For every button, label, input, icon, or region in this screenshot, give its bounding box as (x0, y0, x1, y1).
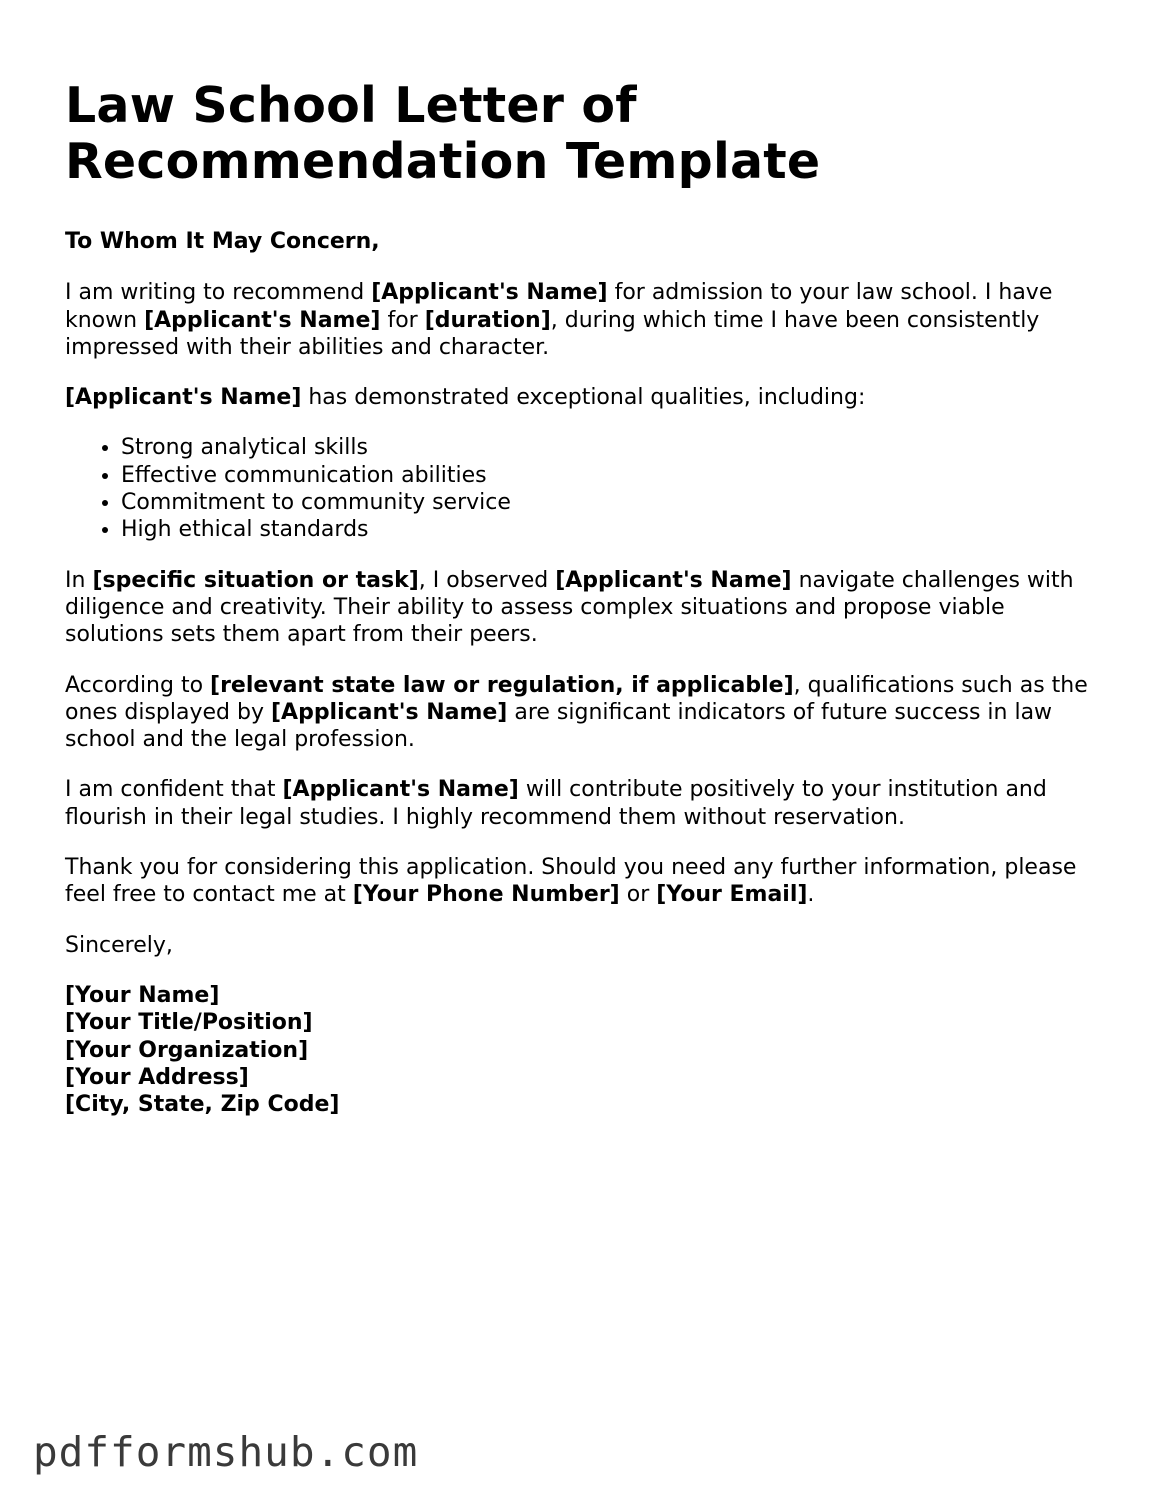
placeholder-city-state-zip: [City, State, Zip Code] (65, 1092, 340, 1118)
watermark: pdfformshub.com (33, 1428, 419, 1476)
placeholder-applicant-name: [Applicant's Name] (371, 280, 608, 306)
placeholder-applicant-name: [Applicant's Name] (144, 307, 381, 333)
placeholder-duration: [duration] (424, 307, 551, 333)
placeholder-email: [Your Email] (656, 882, 808, 908)
placeholder-state-law: [relevant state law or regulation, if applicable] (210, 672, 794, 698)
salutation (65, 228, 1105, 255)
letter-document (65, 78, 1105, 1118)
paragraph-introduction: I am writing to recommend [Applicant's Name] for admission to your law school. I have known [Applicant's Name] for [duration], during which time I have been consistently impressed with their abilities and character. (65, 280, 1053, 360)
paragraph-qualities-intro: [Applicant's Name] has demonstrated exceptional qualities, including: (65, 385, 866, 411)
paragraph-legal-reference: According to [relevant state law or regulation, if applicable], qualifications such as the ones displayed by [Applicant's Name] are significant indicators of future success in law school and the legal profession. (65, 672, 1088, 753)
closing: Sincerely, (65, 932, 173, 958)
paragraph-observation: In [specific situation or task], I observed [Applicant's Name] navigate challenges with diligence and creativity. Their ability to assess complex situations and propose viable solutions sets them apart from their peers. (65, 567, 1074, 648)
list-item: • High ethical standards (121, 516, 1105, 543)
signature-block (65, 982, 1105, 1118)
qualities-list (65, 434, 1105, 543)
paragraph-contact: Thank you for considering this application. Should you need any further information, please feel free to contact me at [Your Phone Number] or [Your Email]. (65, 855, 1077, 908)
list-item: • Effective communication abilities (121, 462, 1105, 489)
placeholder-your-address: [Your Address] (65, 1064, 249, 1090)
placeholder-your-title: [Your Title/Position] (65, 1010, 313, 1036)
paragraph-confidence: I am confident that [Applicant's Name] will contribute positively to your institution and flourish in their legal studies. I highly recommend them without reservation. (65, 777, 1047, 830)
placeholder-phone-number: [Your Phone Number] (352, 882, 620, 908)
list-item: • Commitment to community service (121, 489, 1105, 516)
placeholder-applicant-name: [Applicant's Name] (282, 777, 519, 803)
placeholder-situation: [specific situation or task] (92, 567, 419, 593)
placeholder-your-name: [Your Name] (65, 982, 220, 1008)
list-item: • Strong analytical skills (121, 434, 1105, 461)
salutation-text: To Whom It May Concern, (65, 229, 380, 254)
document-title: Law School Letter of Recommendation Template (65, 77, 821, 190)
placeholder-applicant-name: [Applicant's Name] (555, 567, 792, 593)
placeholder-applicant-name: [Applicant's Name] (270, 699, 508, 725)
placeholder-applicant-name: [Applicant's Name] (65, 385, 302, 411)
placeholder-your-organization: [Your Organization] (65, 1037, 309, 1063)
